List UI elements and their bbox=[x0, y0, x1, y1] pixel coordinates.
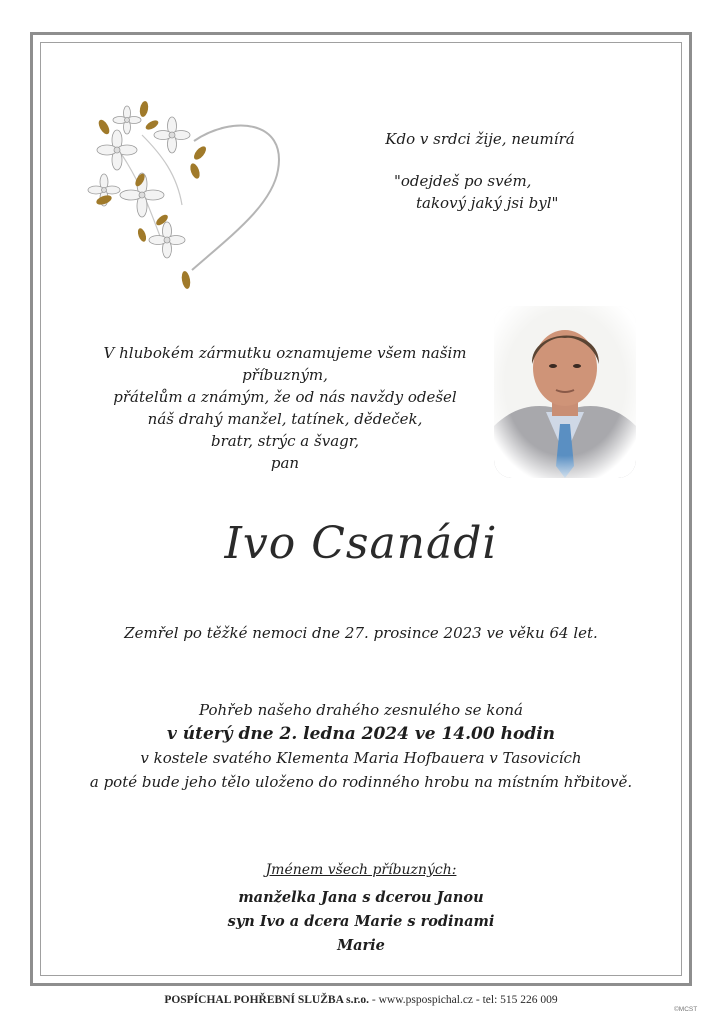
footer bbox=[40, 994, 682, 1006]
quote-line-2: takový jaký jsi byl" bbox=[416, 194, 559, 212]
funeral-date-time: v úterý dne 2. ledna 2024 ve 14.00 hodin bbox=[166, 724, 556, 744]
portrait-photo bbox=[494, 306, 636, 478]
company-contact: - www.pspospichal.cz - tel: 515 226 009 bbox=[371, 994, 558, 1006]
family-member: Marie bbox=[337, 937, 385, 954]
death-notice: Zemřel po těžké nemoci dne 27. prosince 2023 ve věku 64 let. bbox=[124, 624, 598, 642]
motto-line: Kdo v srdci žije, neumírá bbox=[385, 130, 575, 148]
announcement-line: pan bbox=[270, 454, 300, 472]
announcement bbox=[70, 342, 500, 474]
family-member: manželka Jana s dcerou Janou bbox=[238, 889, 484, 906]
motto bbox=[370, 128, 590, 214]
family-member: syn Ivo a dcera Marie s rodinami bbox=[227, 913, 495, 930]
deceased-name: Ivo Csanádi bbox=[224, 518, 498, 569]
announcement-line: V hlubokém zármutku oznamujeme všem našim příbuzným, bbox=[103, 344, 467, 384]
family-signature bbox=[40, 858, 682, 958]
company-name: POSPÍCHAL POHŘEBNÍ SLUŽBA s.r.o. bbox=[164, 994, 370, 1006]
funeral-burial: a poté bude jeho tělo uloženo do rodinného hrobu na místním hřbitově. bbox=[89, 773, 633, 791]
flower-heart-icon bbox=[82, 95, 292, 305]
funeral-place: v kostele svatého Klementa Maria Hofbauera v Tasovicích bbox=[140, 749, 582, 767]
funeral-intro: Pohřeb našeho drahého zesnulého se koná bbox=[199, 701, 523, 719]
announcement-line: náš drahý manžel, tatínek, dědeček, bbox=[147, 410, 423, 428]
watermark: ©MCST bbox=[674, 1006, 698, 1013]
quote-line-1: "odejdeš po svém, bbox=[394, 172, 532, 190]
announcement-line: bratr, strýc a švagr, bbox=[210, 432, 360, 450]
family-heading: Jménem všech příbuzných: bbox=[265, 862, 457, 878]
funeral-info bbox=[40, 698, 682, 794]
announcement-line: přátelům a známým, že od nás navždy odešel bbox=[113, 388, 457, 406]
